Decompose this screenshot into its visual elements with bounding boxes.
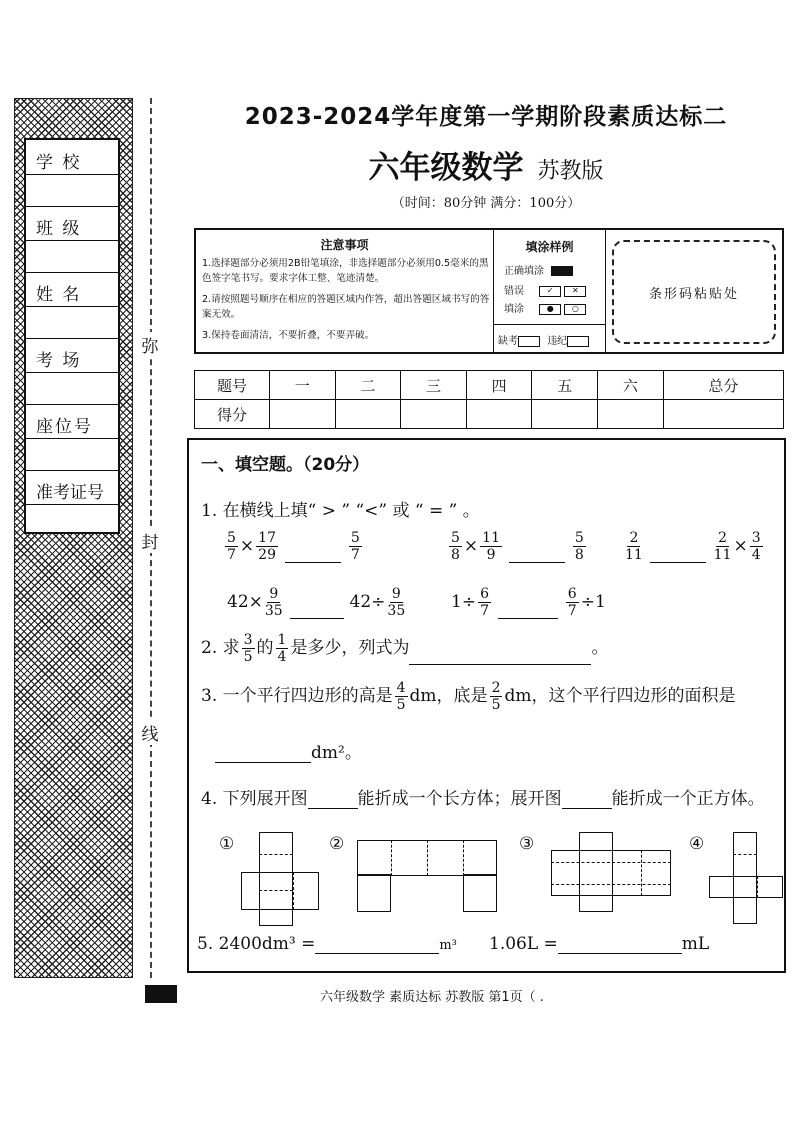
seal-char: 弥 [139, 332, 161, 357]
edition-label: 苏教版 [537, 159, 604, 184]
cross-box-icon: ✕ [564, 286, 586, 297]
absent-field[interactable]: 缺考 违纪 [498, 332, 589, 347]
score-header-cell: 一 [270, 371, 336, 400]
net-label: ② [329, 834, 345, 854]
net-1-figure [241, 832, 319, 926]
score-header-cell: 二 [335, 371, 401, 400]
notice-item: 2.请按照题号顺序在相应的答题区域内作答，超出答题区域书写的答案无效。 [202, 294, 490, 320]
score-header-cell: 题号 [195, 371, 270, 400]
compare-item: $\frac{5}{7}$ × $\frac{17}{29}$ $\frac{5}{7}$ [227, 530, 360, 563]
score-header-cell: 五 [532, 371, 598, 400]
info-field-seat: 座位号 [26, 404, 118, 439]
dot-box-icon: ● [539, 304, 561, 315]
info-field-class: 班 级 [26, 206, 118, 241]
info-blank[interactable] [26, 438, 118, 471]
answer-blank[interactable] [498, 618, 558, 619]
question-2: 2. 求 $\frac{3}{5}$ 的 $\frac{1}{4}$ 是多少，列式为 。 [201, 632, 609, 665]
compare-item: 1÷ $\frac{6}{7}$ $\frac{6}{7}$ ÷1 [451, 586, 606, 619]
score-header-cell: 六 [598, 371, 664, 400]
info-field-exam-id: 准考证号 [26, 470, 118, 505]
question-5a: 5. 2400dm³ = m³ [197, 934, 457, 954]
score-header-row [195, 371, 784, 400]
score-cell[interactable] [532, 400, 598, 429]
question-3-answer: dm²。 [215, 738, 362, 763]
score-cell[interactable] [335, 400, 401, 429]
answer-blank[interactable] [290, 618, 344, 619]
sample-correct: 正确填涂 [504, 262, 573, 277]
question-frame [187, 438, 786, 973]
score-header-cell: 总分 [663, 371, 783, 400]
notice-title: 注意事项 [320, 238, 369, 252]
score-cell[interactable] [401, 400, 467, 429]
page-footer: 六年级数学 素质达标 苏教版 第1页（ . [320, 990, 544, 1005]
answer-blank[interactable] [409, 664, 591, 665]
info-blank[interactable] [26, 174, 118, 207]
answer-blank[interactable] [315, 953, 439, 954]
section-heading: 一、填空题。（20分） [201, 455, 370, 475]
subject-title: 六年级数学 [368, 150, 524, 186]
net-label: ④ [689, 834, 705, 854]
score-row [195, 400, 784, 429]
score-cell[interactable] [598, 400, 664, 429]
info-field-room: 考 场 [26, 338, 118, 373]
fill-sample [494, 230, 606, 352]
sample-wrong: 错误 ✓ ✕ [504, 282, 586, 297]
answer-blank[interactable] [215, 762, 311, 763]
net-label: ① [219, 834, 235, 854]
time-info: （时间：80分钟 满分：100分） [391, 196, 581, 211]
violation-box[interactable] [567, 336, 589, 347]
net-2-figure [357, 840, 497, 912]
question-3: 3. 一个平行四边形的高是 $\frac{4}{5}$ dm，底是 $\frac{2}{5}$ dm，这个平行四边形的面积是 [201, 680, 736, 713]
info-field-name: 姓 名 [26, 272, 118, 307]
question-4: 4. 下列展开图 能折成一个长方体；展开图 能折成一个正方体。 [201, 789, 765, 809]
student-info-box [24, 138, 120, 534]
score-cell[interactable] [270, 400, 336, 429]
score-row-label: 得分 [195, 400, 270, 429]
score-cell[interactable] [663, 400, 783, 429]
info-blank[interactable] [26, 306, 118, 339]
answer-blank[interactable] [562, 808, 612, 809]
compare-item: $\frac{2}{11}$ $\frac{2}{11}$ × $\frac{3}{4}$ [625, 530, 761, 563]
seal-char: 线 [139, 720, 161, 745]
exam-title: 2023-2024学年度第一学期阶段素质达标二 [244, 104, 728, 130]
score-cell[interactable] [466, 400, 532, 429]
answer-blank[interactable] [558, 953, 682, 954]
answer-blank[interactable] [509, 562, 565, 563]
score-header-cell: 四 [466, 371, 532, 400]
notice-main [196, 230, 494, 352]
compare-item: 42× $\frac{9}{35}$ 42÷ $\frac{9}{35}$ [227, 586, 406, 619]
question-5b: 1.06L = mL [489, 934, 710, 954]
score-header-cell: 三 [401, 371, 467, 400]
subtitle-row [196, 142, 776, 187]
info-field-school: 学 校 [26, 140, 118, 175]
notice-box [194, 228, 784, 354]
answer-blank[interactable] [308, 808, 358, 809]
info-blank[interactable] [26, 372, 118, 405]
answer-blank[interactable] [650, 562, 706, 563]
absent-box[interactable] [518, 336, 540, 347]
net-label: ③ [519, 834, 535, 854]
info-blank[interactable] [26, 240, 118, 273]
seal-char: 封 [139, 528, 161, 553]
sample-title: 填涂样例 [525, 240, 574, 254]
check-box-icon: ✓ [539, 286, 561, 297]
notice-item: 1.选择题部分必须用2B铅笔填涂，非选择题部分必须用0.5毫米的黑色签字笔书写。要求字体工整、笔迹清楚。 [202, 258, 489, 284]
notice-item: 3.保持卷面清洁，不要折叠，不要弄破。 [202, 330, 375, 341]
alignment-mark [145, 985, 177, 1003]
score-table [194, 370, 784, 429]
info-blank[interactable] [26, 504, 118, 532]
answer-blank[interactable] [285, 562, 341, 563]
net-3-figure [551, 832, 671, 912]
compare-item: $\frac{5}{8}$ × $\frac{11}{9}$ $\frac{5}{8}$ [451, 530, 584, 563]
sample-fill: 填涂 ● ○ [504, 300, 586, 315]
circle-box-icon: ○ [564, 304, 586, 315]
barcode-area: 条形码粘贴处 [612, 240, 776, 344]
filled-box-icon [551, 266, 573, 276]
net-4-figure [709, 832, 783, 924]
question-1: 1. 在横线上填“ > ” “<” 或 “ = ” 。 [201, 501, 480, 521]
